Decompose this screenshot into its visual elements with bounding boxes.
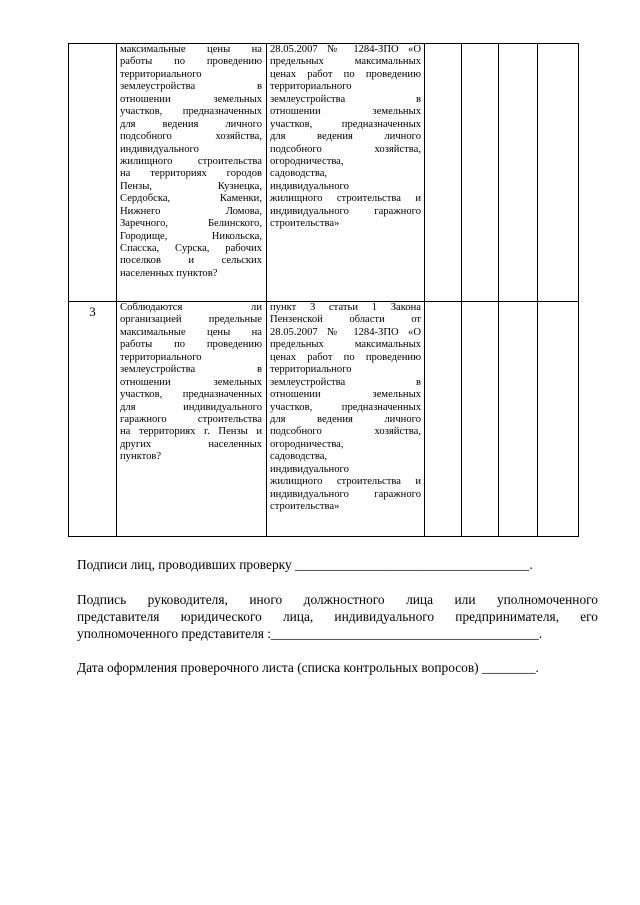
text-line: максимальные цены на (120, 44, 262, 55)
text-line: садоводства, (270, 451, 328, 463)
text-line: индивидуального (120, 143, 199, 155)
text-line: территориального (120, 68, 202, 80)
table-row (69, 302, 579, 537)
answer-no-cell (462, 302, 499, 537)
checklist-date-line: Дата оформления проверочного листа (списка контрольных вопросов) ________. (77, 660, 539, 675)
text-line: землеустройства в (120, 364, 262, 376)
text-line: жилищного строительства и (270, 193, 421, 205)
text-line: работы по проведению (120, 339, 262, 351)
text-line: огородничества, (270, 438, 344, 450)
text-line: для индивидуального (120, 401, 262, 413)
text-line: Заречного, Белинского, (120, 218, 262, 230)
text-line: отношении земельных (120, 376, 262, 388)
text-line: Пензенской области от (270, 314, 421, 326)
answer-yes-cell (425, 44, 462, 302)
answer-yes-cell (425, 302, 462, 537)
head-signature-line: Подпись руководителя, иного должностного лица или уполномоченного (77, 592, 598, 607)
reference-cell (267, 302, 425, 537)
text-line: Городище, Никольска, (120, 230, 262, 242)
note-cell (538, 44, 579, 302)
text-line: на территориях г. Пензы и (120, 426, 262, 438)
text-line: ценах работ по проведению (270, 68, 421, 80)
text-line: отношении земельных (270, 389, 421, 401)
answer-na-cell (499, 44, 538, 302)
head-signature-line: уполномоченного представителя :________________________________________. (77, 626, 543, 641)
text-line: Нижнего Ломова, (120, 205, 262, 217)
answer-na-cell (499, 302, 538, 537)
text-line: территориального (120, 351, 202, 363)
reference-text (270, 44, 421, 231)
text-line: отношении земельных (120, 93, 262, 105)
text-line: Соблюдаются ли (120, 302, 262, 313)
question-cell (117, 302, 267, 537)
text-line: организацией предельные (120, 314, 262, 326)
text-line: 28.05.2007 № 1284-ЗПО «О (270, 44, 421, 55)
text-line: огородничества, (270, 155, 344, 167)
text-line: участков, предназначенных (270, 118, 421, 130)
text-line: индивидуального гаражного (270, 205, 421, 217)
text-line: отношении земельных (270, 106, 421, 118)
inspectors-signature-line: Подписи лиц, проводивших проверку ___________________________________. (77, 557, 533, 572)
reference-cell (267, 44, 425, 302)
table-row (69, 44, 579, 302)
text-line: предельных максимальных (270, 56, 421, 68)
text-line: индивидуального (270, 180, 349, 192)
question-text (120, 44, 262, 280)
text-line: работы по проведению (120, 56, 262, 68)
head-signature-block (77, 591, 598, 642)
text-line: предельных максимальных (270, 339, 421, 351)
text-line: 28.05.2007 № 1284-ЗПО «О (270, 326, 421, 338)
text-line: для ведения личного (120, 118, 262, 130)
text-line: территориального (270, 81, 352, 93)
question-cell (117, 44, 267, 302)
row-number-cell: 3 (69, 302, 117, 537)
question-text (120, 302, 262, 464)
text-line: максимальные цены на (120, 326, 262, 338)
text-line: подсобного хозяйства, (270, 426, 421, 438)
text-line: Пензы, Кузнецка, (120, 180, 262, 192)
text-line: строительства» (270, 501, 340, 512)
text-line: территориального (270, 364, 352, 376)
text-line: населенных пунктов? (120, 267, 218, 279)
head-signature-line: представителя юридического лица, индивидуального предпринимателя, его (77, 609, 598, 624)
text-line: подсобного хозяйства, (120, 131, 262, 143)
text-line: поселков и сельских (120, 255, 262, 267)
row-number-cell (69, 44, 117, 302)
text-line: других населенных (120, 438, 262, 450)
text-line: для ведения личного (270, 131, 421, 143)
text-line: для ведения личного (270, 413, 421, 425)
text-line: Спасска, Сурска, рабочих (120, 243, 262, 254)
text-line: садоводства, (270, 168, 328, 180)
answer-no-cell (462, 44, 499, 302)
text-line: участков, предназначенных (270, 401, 421, 413)
text-line: землеустройства в (270, 376, 421, 388)
note-cell (538, 302, 579, 537)
text-line: пунктов? (120, 451, 162, 463)
checklist-table (68, 43, 579, 537)
text-line: индивидуального гаражного (270, 488, 421, 500)
text-line: индивидуального (270, 463, 349, 475)
text-line: жилищного строительства (120, 155, 262, 167)
text-line: жилищного строительства и (270, 476, 421, 488)
text-line: землеустройства в (270, 93, 421, 105)
text-line: на территориях городов (120, 168, 262, 180)
text-line: строительства» (270, 218, 340, 230)
text-line: землеустройства в (120, 81, 262, 93)
text-line: ценах работ по проведению (270, 351, 421, 363)
text-line: подсобного хозяйства, (270, 143, 421, 155)
text-line: гаражного строительства (120, 413, 262, 425)
text-line: участков, предназначенных (120, 106, 262, 118)
text-line: Сердобска, Каменки, (120, 193, 262, 205)
reference-text (270, 302, 421, 513)
text-line: пункт 3 статьи 1 Закона (270, 302, 421, 313)
text-line: участков, предназначенных (120, 389, 262, 401)
